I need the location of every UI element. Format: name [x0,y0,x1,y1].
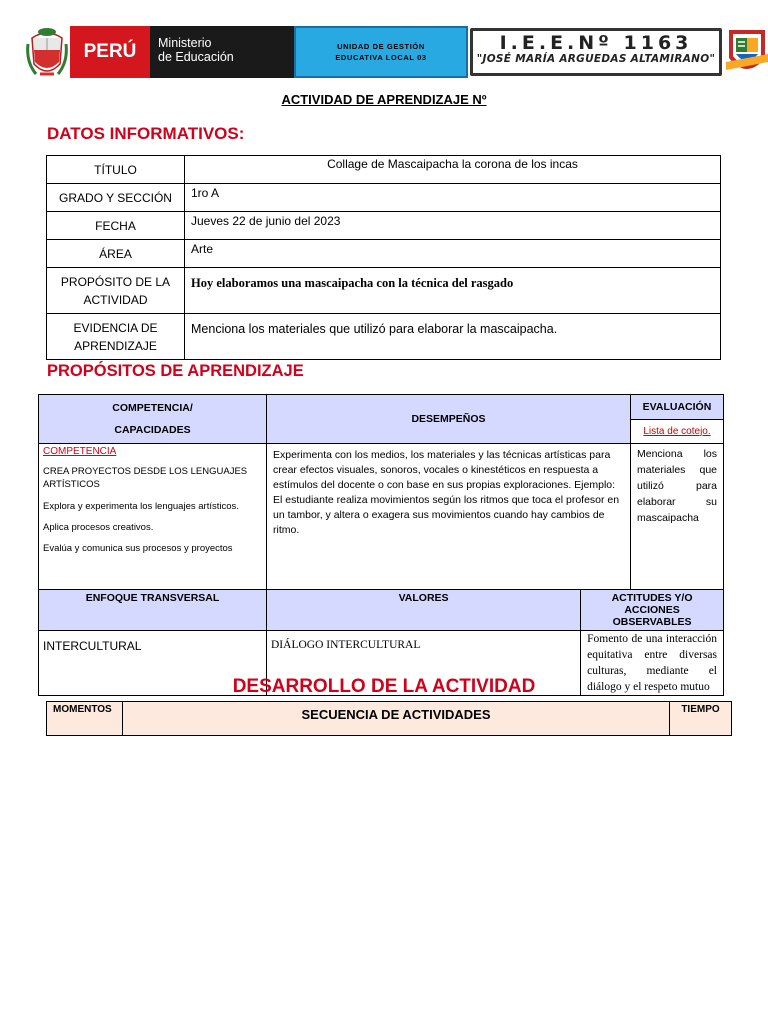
actitudes-header: ACTITUDES Y/O ACCIONES OBSERVABLES [581,590,724,631]
titulo-value: Collage de Mascaipacha la corona de los incas [185,156,721,184]
table-row [47,184,721,212]
table-row [47,240,721,268]
row-key: FECHA [47,212,185,240]
table-row [47,702,732,736]
ministerio-line-1: Ministerio [158,36,212,50]
competencia-label: COMPETENCIA [43,446,117,457]
ministerio-line-2: de Educación [158,50,234,64]
header-line: CAPACIDADES [114,424,191,436]
table-row [39,444,724,590]
table-row [39,590,724,631]
evaluacion-cell: Menciona los materiales que utilizó para elaborar su mascaipacha [631,444,724,590]
ugel-line-1: UNIDAD DE GESTIÓN [337,42,425,51]
school-number: I.E.E.Nº 1163 [499,32,693,54]
table-row [39,395,724,420]
section-heading-propositos: PROPÓSITOS DE APRENDIZAJE [47,362,304,380]
table-row [47,314,721,360]
ugel-line-2: EDUCATIVA LOCAL 03 [335,53,427,62]
area-value: Arte [185,240,721,268]
section-heading-datos: DATOS INFORMATIVOS: [47,124,245,143]
ugel-banner [294,26,468,78]
valor-value: DIÁLOGO INTERCULTURAL [267,631,581,696]
instrumento-cell [631,419,724,444]
school-name-banner [470,28,722,76]
desempeno-cell: Experimenta con los medios, los materiales y las técnicas artísticas para crear efectos visuales, sonoros, vocales o kinestéticos en respuesta a estímulos del docente o con base en sus propias exploraciones. Ejemplo: El estudiante realiza movimientos según los ritmos que toca el profesor en un tambor, y altera o exagera sus movimientos cuando hay cambios de ritmo. [267,444,631,590]
row-key: ÁREA [47,240,185,268]
ministerio-logo [70,26,294,78]
row-key: PROPÓSITO DE LA ACTIVIDAD [47,268,185,314]
enfoque-header: ENFOQUE TRANSVERSAL [39,590,267,631]
document-header [26,24,746,82]
table-row [47,156,721,184]
enfoque-value: INTERCULTURAL [39,631,267,696]
ministerio-label [150,26,234,78]
proposito-value: Hoy elaboramos una mascaipacha con la técnica del rasgado [185,268,721,314]
fecha-value: Jueves 22 de junio del 2023 [185,212,721,240]
tiempo-header: TIEMPO [670,702,732,736]
evaluacion-header: EVALUACIÓN [631,395,724,420]
propositos-table [38,394,724,696]
header-line: COMPETENCIA/ [112,402,193,414]
capacidad-item: Evalúa y comunica sus procesos y proyectos [43,543,233,554]
grado-value: 1ro A [185,184,721,212]
capacidad-item: Explora y experimenta los lenguajes artísticos. [43,501,239,512]
row-key: EVIDENCIA DE APRENDIZAJE [47,314,185,360]
peru-coat-of-arms-icon [26,24,68,82]
datos-table [46,155,721,360]
instrumento-label: Lista de cotejo. [643,425,711,437]
school-insignia-icon [726,24,768,82]
valores-header: VALORES [267,590,581,631]
school-name: "JOSÉ MARÍA ARGUEDAS ALTAMIRANO" [476,53,716,65]
evidencia-value: Menciona los materiales que utilizó para elaborar la mascaipacha. [185,314,721,360]
momentos-header: MOMENTOS [47,702,123,736]
row-key: GRADO Y SECCIÓN [47,184,185,212]
peru-label: PERÚ [70,26,150,78]
row-key: TÍTULO [47,156,185,184]
table-row [47,268,721,314]
secuencia-header: SECUENCIA DE ACTIVIDADES [123,702,670,736]
desarrollo-table [46,701,732,736]
desempenos-header: DESEMPEÑOS [267,395,631,444]
section-heading-desarrollo: DESARROLLO DE LA ACTIVIDAD [232,676,536,697]
competencia-header [39,395,267,444]
actitud-value: Fomento de una interacción equitativa entre diversas culturas, mediante el diálogo y el respeto mutuo [581,631,724,696]
document-title: ACTIVIDAD DE APRENDIZAJE Nº [281,92,487,107]
competencia-name: CREA PROYECTOS DESDE LOS LENGUAJES ARTÍSTICOS [43,466,248,490]
capacidad-item: Aplica procesos creativos. [43,522,154,533]
table-row [47,212,721,240]
competencia-cell [39,444,267,590]
